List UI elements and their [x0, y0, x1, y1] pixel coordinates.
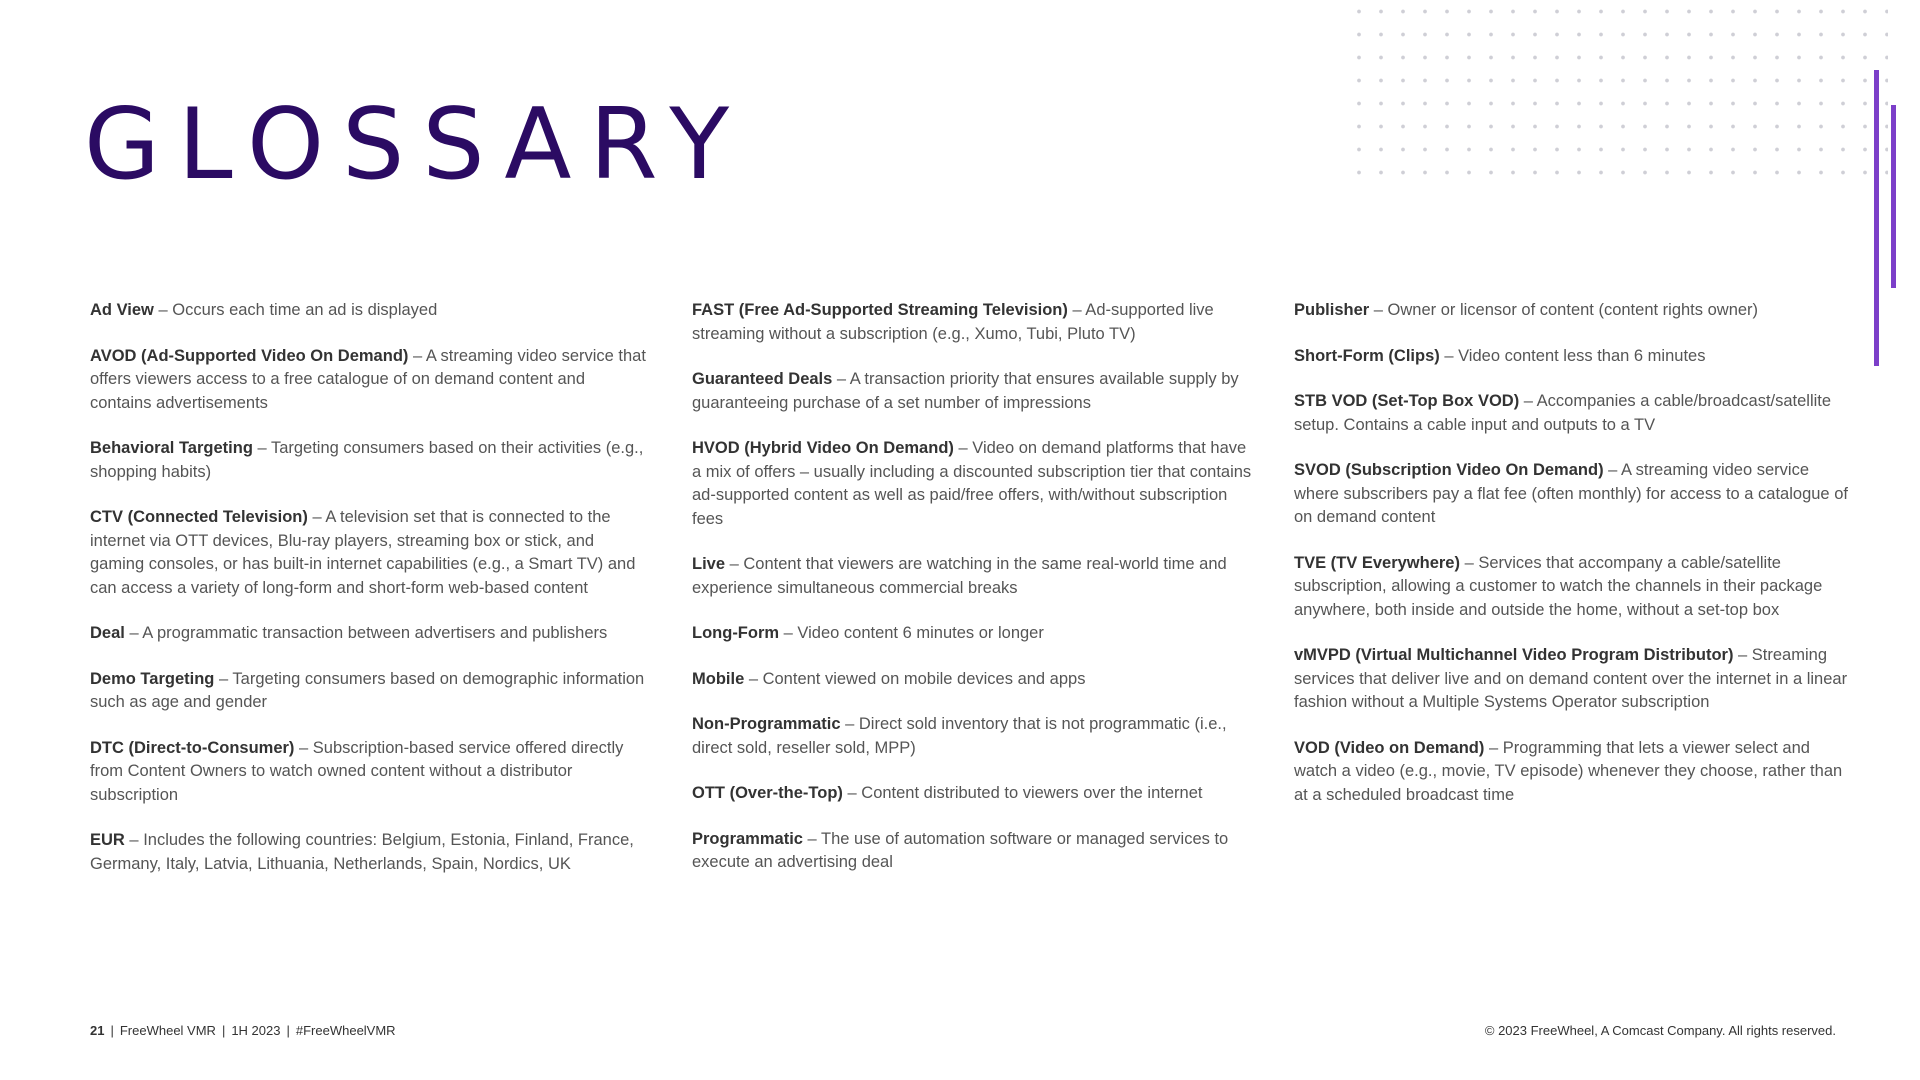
- glossary-definition: – Content distributed to viewers over the internet: [842, 784, 1203, 802]
- glossary-definition: – Includes the following countries: Belgium, Estonia, Finland, France, Germany, Italy, Latvia, Lithuania, Netherlands, Spain, Nordics, UK: [90, 831, 634, 873]
- glossary-term: Non-Programmatic: [692, 715, 841, 733]
- glossary-term: Behavioral Targeting: [90, 439, 253, 457]
- accent-bar-inner: [1891, 105, 1896, 288]
- glossary-definition: – A streaming video service that offers viewers access to a free catalogue of on demand content and contains advertisements: [90, 346, 646, 412]
- glossary-entry: [1294, 299, 1854, 323]
- glossary-term: FAST (Free Ad-Supported Streaming Television): [692, 301, 1068, 319]
- glossary-entry: [1294, 459, 1854, 530]
- accent-bar-outer: [1874, 70, 1879, 366]
- glossary-term: VOD (Video on Demand): [1294, 738, 1485, 757]
- glossary-term: HVOD (Hybrid Video On Demand): [692, 439, 954, 457]
- glossary-term: Short-Form (Clips): [1294, 346, 1440, 365]
- glossary-term: Programmatic: [692, 829, 803, 848]
- glossary-term: Mobile: [692, 669, 745, 688]
- glossary-definition: – Services that accompany a cable/satellite subscription, allowing a customer to watch the channels in their package anywhere, both inside and outside the home, without a set-top box: [1294, 553, 1823, 619]
- glossary-term: Guaranteed Deals: [692, 370, 833, 388]
- glossary-term: STB VOD (Set-Top Box VOD): [1294, 392, 1520, 410]
- glossary-entry: [692, 437, 1252, 531]
- glossary-term: Live: [692, 555, 726, 573]
- glossary-entry: [1294, 390, 1854, 437]
- glossary-entry: [692, 828, 1252, 875]
- footer-separator: |: [286, 1023, 290, 1038]
- footer-meta: [90, 1023, 396, 1038]
- glossary-definition: – Targeting consumers based on demographic information such as age and gender: [90, 669, 645, 711]
- glossary-entry: [90, 622, 650, 646]
- glossary-definition: – Video content 6 minutes or longer: [779, 624, 1044, 642]
- report-hashtag: #FreeWheelVMR: [295, 1023, 396, 1038]
- glossary-column-3: [1294, 299, 1854, 829]
- glossary-term: DTC (Direct-to-Consumer): [90, 738, 295, 757]
- glossary-definition: – A transaction priority that ensures available supply by guaranteeing purchase of a set number of impressions: [692, 370, 1239, 412]
- glossary-definition: – Video content less than 6 minutes: [1439, 346, 1706, 365]
- glossary-definition: – Targeting consumers based on their activities (e.g., shopping habits): [90, 439, 644, 481]
- glossary-term: TVE (TV Everywhere): [1294, 553, 1460, 572]
- glossary-entry: [1294, 644, 1854, 715]
- glossary-definition: – A television set that is connected to the internet via OTT devices, Blu-ray players, streaming box or stick, and gaming consoles, or has built-in internet capabilities (e.g., a Smart TV) and can access a variety of long-form and short-form web-based content: [90, 508, 636, 597]
- glossary-term: SVOD (Subscription Video On Demand): [1294, 461, 1604, 479]
- glossary-term: Long-Form: [692, 624, 780, 642]
- glossary-definition: – Subscription-based service offered directly from Content Owners to watch owned content without a distributor subscription: [90, 738, 624, 804]
- glossary-term: EUR: [90, 831, 125, 849]
- glossary-entry: [90, 345, 650, 416]
- glossary-column-2: [692, 299, 1252, 897]
- glossary-definition: – Accompanies a cable/broadcast/satellite setup. Contains a cable input and outputs to a TV: [1294, 392, 1832, 434]
- glossary-definition: – Content viewed on mobile devices and apps: [744, 669, 1086, 688]
- glossary-definition: – Occurs each time an ad is displayed: [153, 301, 438, 319]
- dot-pattern-decoration: [1348, 0, 1888, 190]
- glossary-definition: – Video on demand platforms that have a mix of offers – usually including a discounted subscription tier that contains ad-supported content as well as paid/free offers, with/without subscription fees: [692, 439, 1252, 528]
- glossary-term: Demo Targeting: [90, 669, 215, 688]
- glossary-entry: [1294, 737, 1854, 808]
- glossary-entry: [692, 299, 1252, 346]
- glossary-entry: [692, 553, 1252, 600]
- glossary-definition: – Direct sold inventory that is not programmatic (i.e., direct sold, reseller sold, MPP): [692, 715, 1227, 757]
- glossary-entry: [1294, 552, 1854, 623]
- glossary-entry: [90, 299, 650, 323]
- page-number: 21: [90, 1023, 105, 1038]
- glossary-entry: [692, 782, 1252, 806]
- report-period: 1H 2023: [231, 1023, 281, 1038]
- glossary-entry: [90, 737, 650, 808]
- glossary-definition: – Ad-supported live streaming without a subscription (e.g., Xumo, Tubi, Pluto TV): [692, 301, 1214, 343]
- footer-separator: |: [221, 1023, 226, 1038]
- glossary-definition: – Streaming services that deliver live and on demand content over the internet in a linear fashion without a Multiple Systems Operator subscription: [1294, 646, 1848, 711]
- glossary-definition: – Programming that lets a viewer select and watch a video (e.g., movie, TV episode) whenever they choose, rather than at a scheduled broadcast time: [1294, 738, 1843, 804]
- glossary-term: Publisher: [1294, 301, 1370, 319]
- glossary-term: OTT (Over-the-Top): [692, 784, 843, 802]
- page-title: GLOSSARY: [84, 88, 748, 202]
- glossary-entry: [692, 713, 1252, 760]
- glossary-definition: – Owner or licensor of content (content rights owner): [1369, 301, 1759, 319]
- glossary-definition: – The use of automation software or managed services to execute an advertising deal: [692, 829, 1229, 871]
- glossary-definition: – A streaming video service where subscribers pay a flat fee (often monthly) for access to a catalogue of on demand content: [1294, 461, 1848, 526]
- glossary-entry: [90, 829, 650, 876]
- glossary-term: AVOD (Ad-Supported Video On Demand): [90, 346, 409, 365]
- glossary-definition: – Content that viewers are watching in the same real-world time and experience simultaneous commercial breaks: [692, 555, 1227, 597]
- footer-separator: |: [110, 1023, 114, 1038]
- report-name: FreeWheel VMR: [119, 1023, 216, 1038]
- glossary-entry: [1294, 345, 1854, 369]
- glossary-column-1: [90, 299, 650, 898]
- glossary-term: vMVPD (Virtual Multichannel Video Program Distributor): [1294, 646, 1734, 664]
- glossary-entry: [692, 668, 1252, 692]
- glossary-entry: [90, 668, 650, 715]
- glossary-entry: [90, 437, 650, 484]
- copyright-notice: © 2023 FreeWheel, A Comcast Company. All rights reserved.: [1484, 1023, 1836, 1038]
- glossary-term: Ad View: [90, 301, 154, 319]
- glossary-definition: – A programmatic transaction between advertisers and publishers: [124, 624, 608, 642]
- glossary-term: CTV (Connected Television): [90, 508, 308, 526]
- glossary-entry: [90, 506, 650, 600]
- glossary-entry: [692, 622, 1252, 646]
- glossary-entry: [692, 368, 1252, 415]
- glossary-term: Deal: [90, 624, 125, 642]
